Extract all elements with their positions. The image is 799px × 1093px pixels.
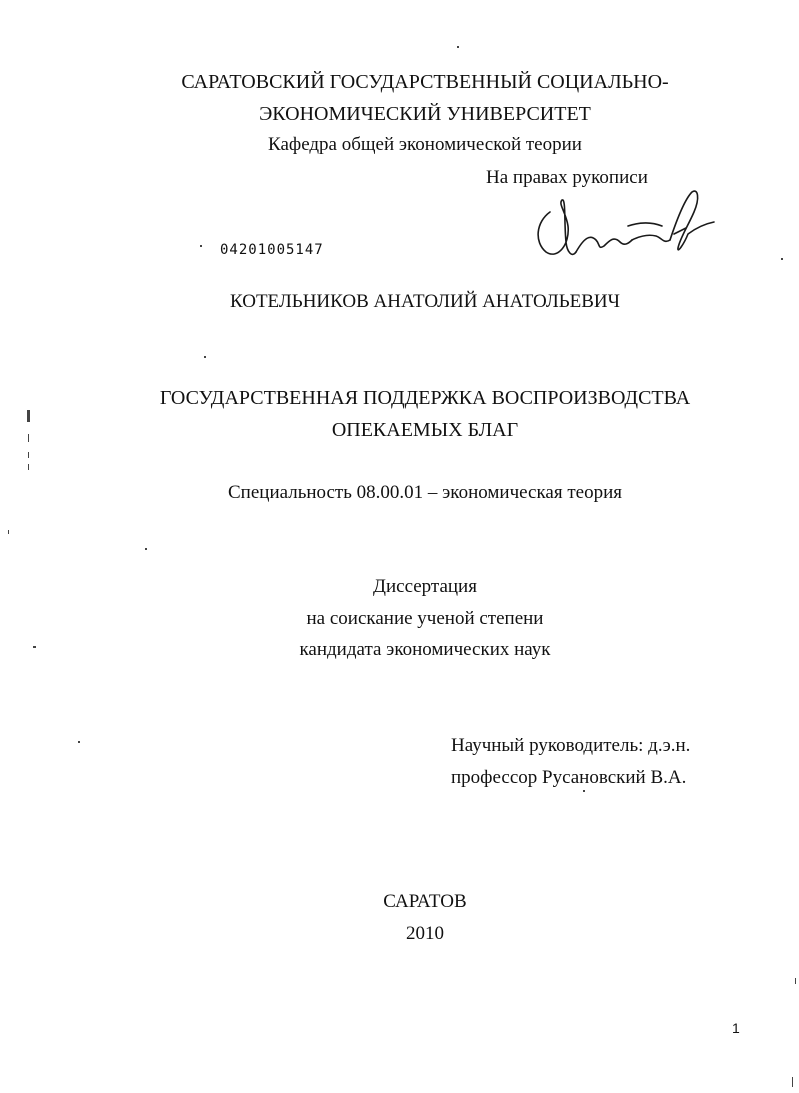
scan-artifact	[795, 978, 796, 984]
scan-artifact	[204, 356, 206, 358]
degree-line1: Диссертация	[373, 576, 477, 597]
scan-artifact	[781, 258, 783, 260]
thesis-title-line2: ОПЕКАЕМЫХ БЛАГ	[331, 419, 519, 441]
degree-line3: кандидата экономических наук	[299, 639, 551, 660]
scan-artifact	[28, 434, 29, 442]
scan-artifact	[792, 1077, 793, 1087]
scan-artifact	[200, 245, 202, 247]
scan-artifact	[145, 548, 147, 550]
supervisor-line2: профессор Русановский В.А.	[451, 767, 687, 788]
page-number: 1	[732, 1020, 740, 1036]
city: САРАТОВ	[383, 891, 467, 912]
specialty: Специальность 08.00.01 – экономическая теория	[228, 482, 622, 503]
scan-artifact	[78, 741, 80, 743]
scan-artifact	[28, 452, 29, 458]
scan-artifact	[457, 46, 459, 48]
scan-artifact	[27, 410, 30, 422]
year: 2010	[406, 923, 444, 944]
registration-number: 04201005147	[220, 242, 324, 258]
scan-artifact	[583, 790, 585, 792]
degree-line2: на соискание ученой степени	[306, 608, 544, 629]
scan-artifact	[28, 464, 29, 470]
manuscript-rights-note: На правах рукописи	[486, 167, 648, 188]
author-signature	[528, 182, 718, 272]
supervisor-line1: Научный руководитель: д.э.н.	[451, 735, 691, 756]
author-name: КОТЕЛЬНИКОВ АНАТОЛИЙ АНАТОЛЬЕВИЧ	[230, 291, 620, 312]
university-name-line2: ЭКОНОМИЧЕСКИЙ УНИВЕРСИТЕТ	[259, 103, 591, 125]
department-name: Кафедра общей экономической теории	[268, 134, 582, 155]
thesis-title-line1: ГОСУДАРСТВЕННАЯ ПОДДЕРЖКА ВОСПРОИЗВОДСТВА	[159, 387, 691, 409]
scan-artifact	[8, 530, 9, 534]
scan-artifact	[33, 646, 36, 648]
university-name-line1: САРАТОВСКИЙ ГОСУДАРСТВЕННЫЙ СОЦИАЛЬНО-	[181, 71, 669, 93]
